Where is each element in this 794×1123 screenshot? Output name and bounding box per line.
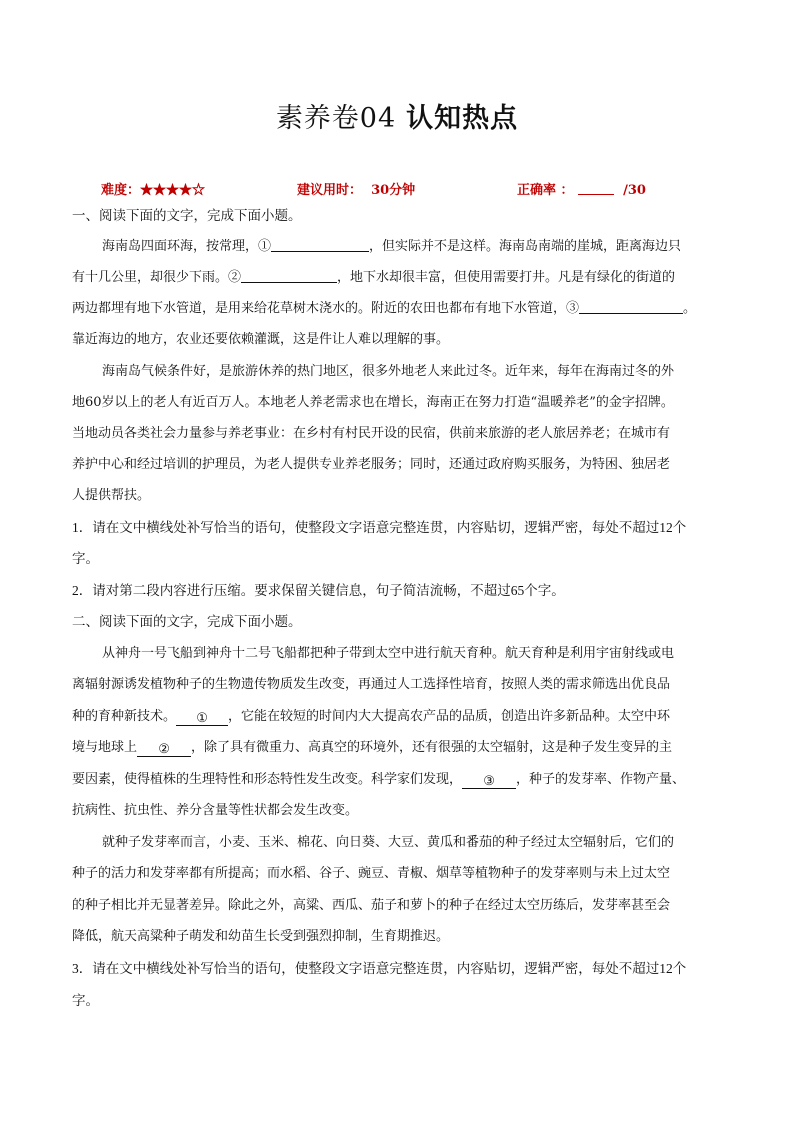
difficulty-stars: ★★★★☆: [140, 183, 206, 198]
s2p2-line2: 种子的活力和发芽率都有所提高；而水稻、谷子、豌豆、青椒、烟草等植物种子的发芽率则与未上过太空: [72, 866, 671, 881]
time-value: 30分钟: [371, 183, 416, 198]
s1p2-line3: 当地动员各类社会力量参与养老事业：在乡村有村民开设的民宿，供前来旅游的老人旅居养老；在城市有: [72, 426, 671, 441]
title-code: 素养卷04: [275, 103, 397, 134]
s2p2-line3: 的种子相比并无显著差异。除此之外，高粱、西瓜、茄子和萝卜的种子在经过太空历练后，发芽率甚至会: [72, 898, 671, 913]
difficulty-rating: [101, 179, 205, 198]
s2p1-line3: 种的育种新技术。 ① ，它能在较短的时间内大大提高农产品的品质，创造出许多新品种。太空中环: [72, 709, 671, 726]
s1p2-line2: 地60岁以上的老人有近百万人。本地老人养老需求也在增长，海南正在努力打造“温暖养老”的金字招牌。: [72, 395, 674, 410]
accuracy-label: 正确率 ：: [517, 183, 574, 198]
answer-blank-s2-3[interactable]: ③: [462, 774, 516, 789]
s2p2-line4: 降低，航天高粱种子萌发和幼苗生长受到强烈抑制，生育期推迟。: [72, 929, 450, 944]
s2p1-line5: 要因素，使得植株的生理特性和形态特性发生改变。科学家们发现， ③ ，种子的发芽率、作物产量、: [72, 772, 686, 789]
s1p1-line4: 靠近海边的地方，农业还要依赖灌溉，这是件让人难以理解的事。: [72, 332, 450, 347]
section1-heading: 一、阅读下面的文字，完成下面小题。: [72, 208, 302, 223]
question-2: 2．请对第二段内容进行压缩。要求保留关键信息，句子简洁流畅，不超过65个字。: [72, 583, 565, 598]
question-3-line1: 3．请在文中横线处补写恰当的语句，使整段文字语意完整连贯，内容贴切，逻辑严密，每处不超过12个: [72, 961, 687, 976]
answer-blank-s2-1[interactable]: ①: [176, 711, 228, 726]
page-title: [0, 96, 794, 135]
answer-blank-2[interactable]: [241, 268, 337, 283]
difficulty-label: 难度：: [101, 183, 141, 198]
question-3-line2: 字。: [72, 993, 99, 1008]
section2-heading: 二、阅读下面的文字，完成下面小题。: [72, 614, 302, 629]
suggested-time: [297, 179, 415, 198]
s2p1-line6: 抗病性、抗虫性、养分含量等性状都会发生改变。: [72, 803, 359, 818]
s1p1-line2: 有十几公里，却很少下雨。② ，地下水却很丰富，但使用需要打井。凡是有绿化的街道的: [72, 270, 676, 285]
s2p1-line2: 离辐射源诱发植物种子的生物遗传物质发生改变，再通过人工选择性培育，按照人类的需求筛选出优良品: [72, 677, 671, 692]
question-1-line1: 1．请在文中横线处补写恰当的语句，使整段文字语意完整连贯，内容贴切，逻辑严密，每处不超过12个: [72, 520, 687, 535]
s1p2-line1: 海南岛气候条件好，是旅游休养的热门地区，很多外地老人来此过冬。近年来，每年在海南过冬的外: [102, 364, 675, 379]
accuracy-score: [517, 179, 646, 198]
s2p1-line4: 境与地球上 ② ，除了具有微重力、高真空的环境外，还有很强的太空辐射，这是种子发生变异的主: [72, 740, 673, 757]
s1p1-line3: 两边都埋有地下水管道，是用来给花草树木浇水的。附近的农田也都布有地下水管道，③ 。: [72, 301, 697, 316]
accuracy-total: /30: [623, 183, 646, 198]
s1p1-line1: 海南岛四面环海，按常理，① ，但实际并不是这样。海南岛南端的崖城，距离海边只: [102, 239, 682, 254]
title-topic: 认知热点: [406, 103, 519, 134]
s2p2-line1: 就种子发芽率而言，小麦、玉米、棉花、向日葵、大豆、黄瓜和番茄的种子经过太空辐射后，它们的: [102, 835, 675, 850]
s1p2-line5: 人提供帮扶。: [72, 488, 151, 503]
s1p2-line4: 养护中心和经过培训的护理员，为老人提供专业养老服务；同时，还通过政府购买服务，为特困、独居老: [72, 457, 671, 472]
answer-blank-s2-2[interactable]: ②: [137, 742, 191, 757]
answer-blank-1[interactable]: [271, 237, 369, 252]
answer-blank-3[interactable]: [579, 299, 683, 314]
question-1-line2: 字。: [72, 551, 99, 566]
s2p1-line1: 从神舟一号飞船到神舟十二号飞船都把种子带到太空中进行航天育种。航天育种是利用宇宙射线或电: [102, 646, 675, 661]
score-blank[interactable]: [578, 182, 614, 195]
time-label: 建议用时：: [297, 183, 363, 198]
